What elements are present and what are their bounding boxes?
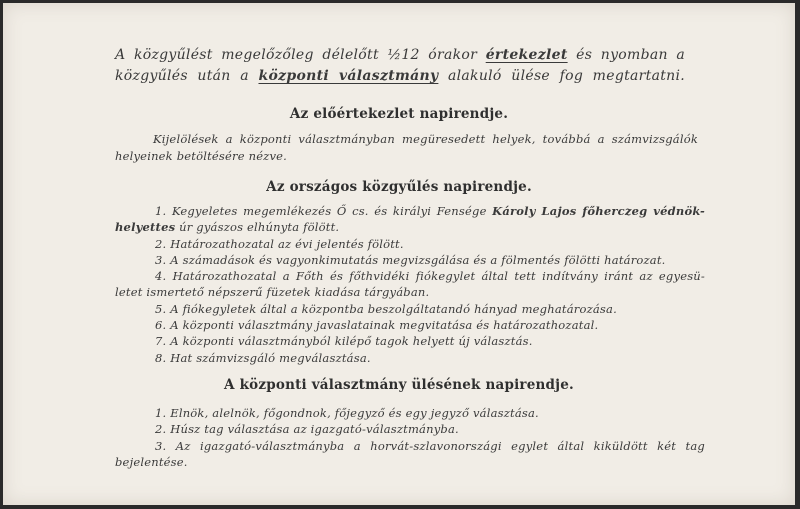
intro-text: közgyűlés után a: [115, 68, 259, 84]
intro-paragraph: [115, 45, 685, 87]
section1-line-2: helyeinek betöltésére nézve.: [115, 149, 288, 163]
intro-bold-ertekezlet: értekezlet: [485, 47, 568, 63]
section2-heading: Az országos közgyűlés napirendje.: [266, 179, 532, 195]
section1-line-1: Kijelölések a központi választmányban megüresedett helyek, továbbá a számvizsgálók: [153, 132, 698, 146]
intro-text: A közgyűlést megelőzőleg délelőtt: [115, 47, 388, 63]
list-item: 3. A számadások és vagyonkimutatás megvizsgálása és a fölmentés fölötti határozat.: [155, 252, 666, 267]
list-item: 2. Húsz tag választása az igazgató-választmányba.: [155, 422, 459, 437]
list-item: 7. A központi választmányból kilépő tagok helyett új választás.: [155, 334, 533, 349]
document-page: [3, 3, 795, 505]
list-item: letet ismertető népszerű füzetek kiadása tárgyában.: [115, 285, 430, 300]
list-item: 4. Határozathozatal a Főth és főthvidéki fiókegylet által tett indítvány iránt az egyesü-: [155, 269, 705, 284]
item-text: 1. Kegyeletes megemlékezés Ő cs. és királyi Fensége: [155, 204, 493, 218]
list-item: bejelentése.: [115, 454, 188, 469]
list-item: [115, 219, 705, 235]
list-item: 8. Hat számvizsgáló megválasztása.: [155, 350, 371, 365]
item-text: úr gyászos elhúnyta fölött.: [175, 220, 340, 235]
list-item: [115, 203, 705, 219]
list-item: 6. A központi választmány javaslatainak megvitatása és határozathozatal.: [155, 318, 599, 333]
section1-heading: Az előértekezlet napirendje.: [289, 106, 509, 122]
list-item: 2. Határozathozatal az évi jelentés fölött.: [155, 236, 404, 251]
item-bold: helyettes: [115, 220, 176, 235]
list-item: 5. A fiókegyletek által a központba beszolgáltatandó hányad meghatározása.: [155, 301, 617, 316]
section1-text: [153, 131, 698, 147]
section1-text-2: [115, 148, 695, 164]
intro-fraction: ½: [387, 47, 402, 63]
intro-text: és nyomban a: [567, 47, 685, 63]
section2-list: [115, 203, 705, 366]
item-bold: Károly Lajos főherczeg védnök-: [492, 204, 705, 218]
section3-list: [115, 405, 705, 470]
intro-bold-valasztmany: központi választmány: [258, 68, 439, 84]
list-item: 1. Elnök, alelnök, főgondnok, főjegyző és egy jegyző választása.: [155, 406, 539, 420]
intro-text: 12 órakor: [401, 47, 486, 63]
section3-heading: A központi választmány ülésének napirendje.: [224, 377, 574, 393]
list-item: 3. Az igazgató-választmányba a horvát-szlavonországi egylet által kiküldött két tag: [155, 438, 705, 453]
intro-text: alakuló ülése fog megtartatni.: [438, 68, 686, 84]
intro-line-1: [115, 45, 685, 66]
intro-line-2: [115, 66, 685, 87]
